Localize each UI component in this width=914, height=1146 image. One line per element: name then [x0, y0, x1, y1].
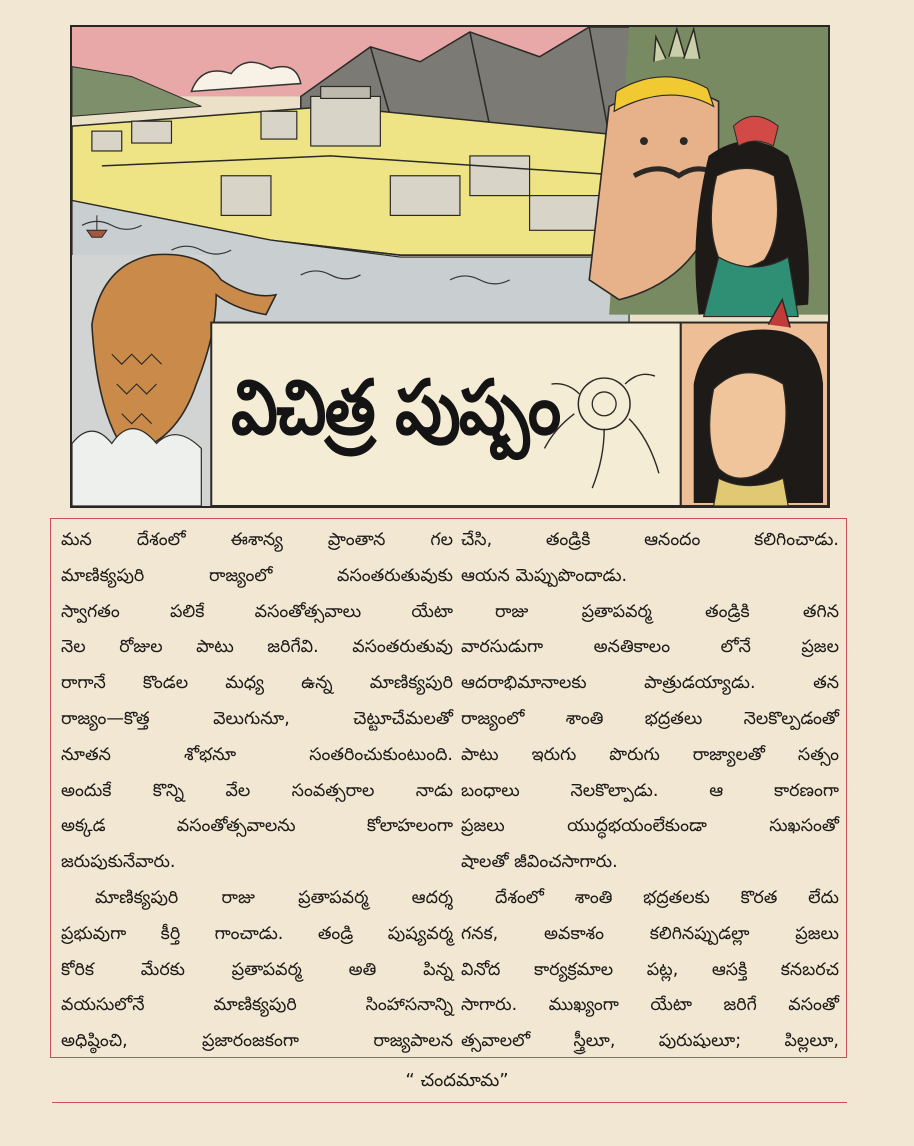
text-line: రాజ్యంలో శాంతి భద్రతలు నెలకొల్పడంతో	[461, 708, 839, 729]
right-column	[461, 523, 839, 1060]
text-line: స్వాగతం పలికే వసంతోత్సవాలు యేటా	[61, 601, 453, 622]
text-line: ప్రజలు యుద్ధభయంలేకుండా సుఖసంతో	[461, 816, 839, 837]
text-line: షాలతో జీవించసాగారు.	[461, 852, 618, 873]
text-line: నెల రోజుల పాటు జరిగేవి. వసంతరుతువు	[61, 637, 453, 658]
text-line: రాజ్యం—కొత్త వెలుగునూ, చెట్టూచేమలతో	[61, 708, 453, 729]
text-line: అధిష్ఠించి, ప్రజారంజకంగా రాజ్యపాలన	[61, 1031, 453, 1052]
text-line: అక్కడ వసంతోత్సవాలను కోలాహలంగా	[61, 816, 453, 837]
artist-signature: Raju	[786, 483, 819, 500]
bottom-rule	[52, 1102, 847, 1103]
text-line: ప్రభువుగా కీర్తి గాంచాడు. తండ్రి పుష్యవర్మ	[61, 923, 453, 944]
text-line: బంధాలు నెలకొల్పాడు. ఆ కారణంగా	[461, 780, 839, 801]
text-line: త్సవాలలో స్త్రీలూ, పురుషులూ; పిల్లలూ,	[461, 1031, 839, 1052]
text-line: మాణిక్యపురి రాజ్యంలో వసంతరుతువుకు	[61, 565, 453, 586]
text-line: వారసుడుగా అనతికాలం లోనే ప్రజల	[461, 637, 839, 658]
story-title: విచిత్ర పుష్పం	[231, 363, 610, 452]
text-line: అందుకే కొన్ని వేల సంవత్సరాల నాడు	[61, 780, 453, 801]
splash	[72, 429, 201, 506]
text-line: నూతన శోభనూ సంతరించుకుంటుంది.	[61, 744, 453, 765]
text-line: రాజు ప్రతాపవర్మ తండ్రికి తగిన	[495, 601, 839, 622]
text-line: ఆయన మెప్పుపొందాడు.	[461, 565, 628, 586]
text-line: చేసి, తండ్రికి ఆనందం కలిగించాడు.	[461, 530, 839, 550]
text-line: మన దేశంలో ఈశాన్య ప్రాంతాన గల	[61, 530, 453, 550]
story-text-box	[50, 518, 847, 1058]
text-line: గనక, అవకాశం కలిగినప్పుడల్లా ప్రజలు	[461, 923, 839, 944]
magazine-footer: “ చందమామ”	[405, 1070, 509, 1091]
text-line: కోరిక మేరకు ప్రతాపవర్మ అతి పిన్న	[61, 959, 453, 980]
text-line: మాణిక్యపురి రాజు ప్రతాపవర్మ ఆదర్శ	[95, 887, 453, 908]
text-line: దేశంలో శాంతి భద్రతలకు కొరత లేదు	[495, 887, 839, 908]
illustration-art	[72, 27, 828, 506]
text-line: వయసులోనే మాణిక్యపురి సింహాసనాన్ని	[61, 995, 453, 1016]
text-line: సాగారు. ముఖ్యంగా యేటా జరిగే వసంతో	[461, 995, 839, 1016]
text-line: వినోద కార్యక్రమాల పట్ల, ఆసక్తి కనబరచ	[461, 959, 839, 980]
text-line: జరుపుకునేవారు.	[61, 852, 176, 873]
text-line: పాటు ఇరుగు పొరుగు రాజ్యాలతో సత్సం	[461, 744, 839, 765]
left-column	[61, 523, 453, 1060]
text-line: ఆదరాభిమానాలకు పాత్రుడయ్యాడు. తన	[461, 673, 839, 694]
title-illustration	[70, 25, 830, 508]
text-line: రాగానే కొండల మధ్య ఉన్న మాణిక్యపురి	[61, 673, 453, 694]
